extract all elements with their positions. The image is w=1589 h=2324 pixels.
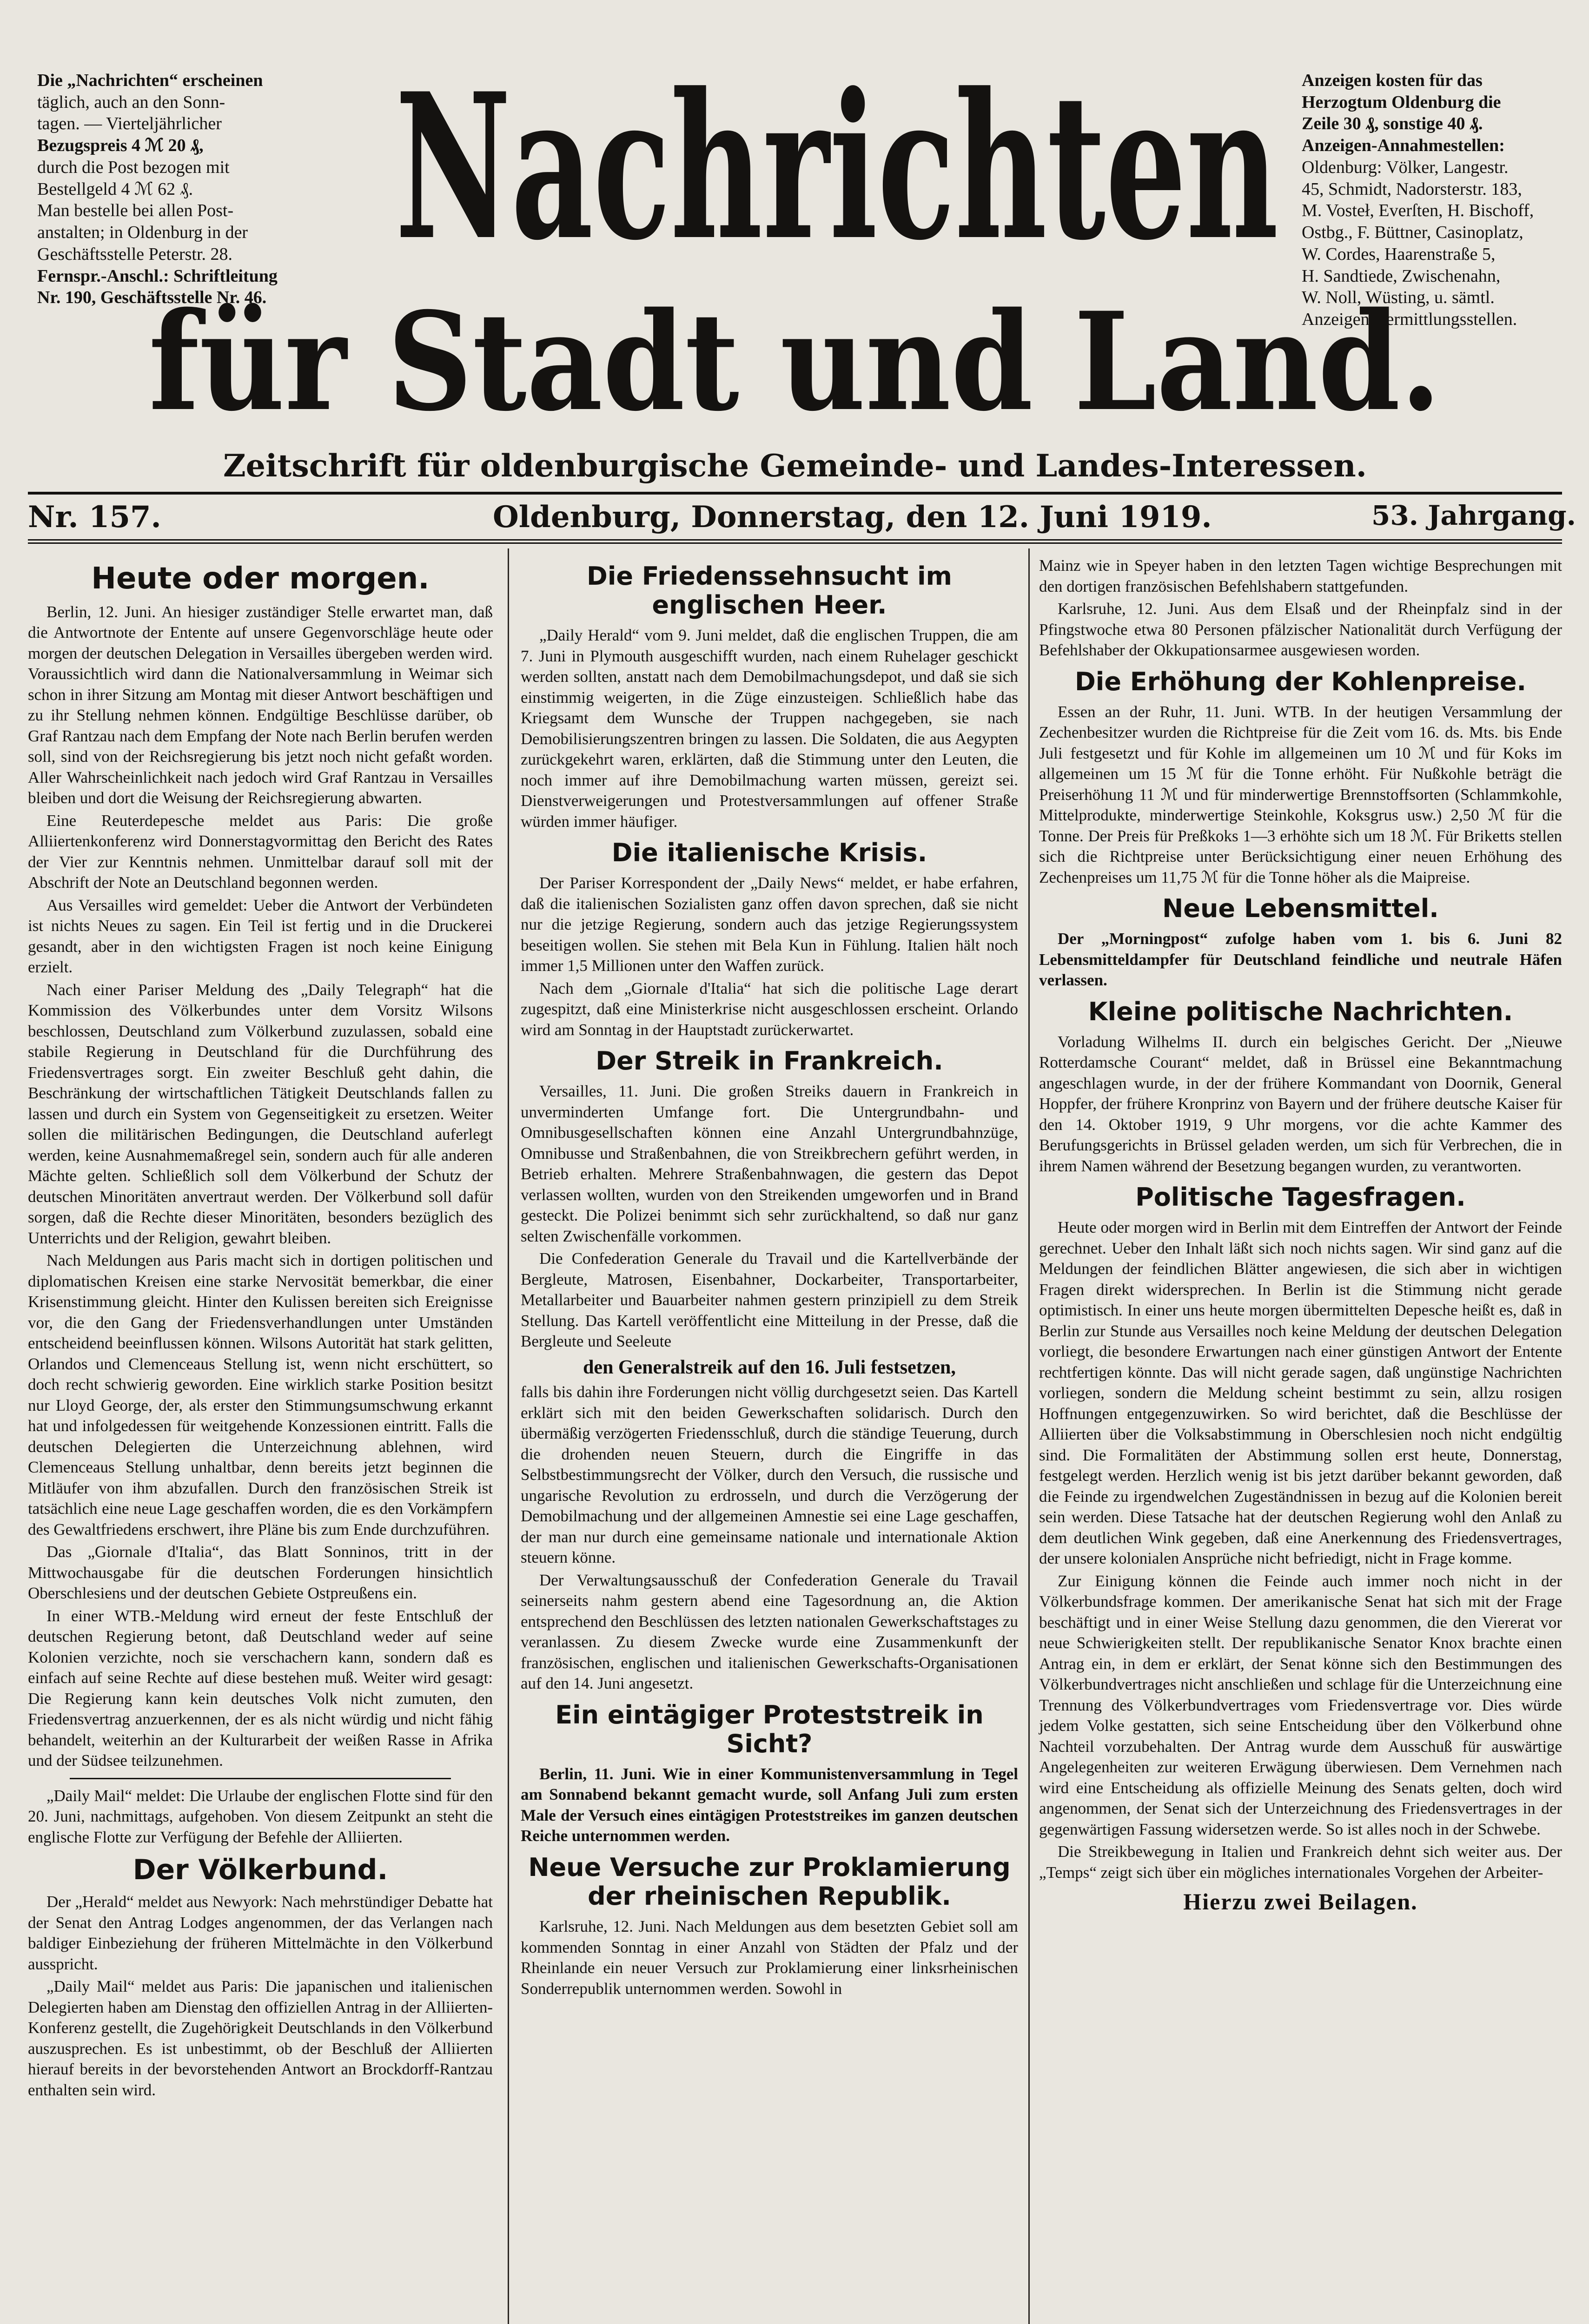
masthead-rule <box>28 492 1562 495</box>
corner-right-line: Zeile 30 ₰, sonstige 40 ₰. <box>1302 114 1483 134</box>
masthead-subtitle-text: Zeitschrift für oldenburgische Gemeinde- und Landes-Interessen. <box>223 448 1367 484</box>
article-paragraph: Berlin, 12. Juni. An hiesiger zuständiger Stelle erwartet man, daß die Antwortnote der Entente auf unsere Gegenvorschläge heute oder morgen der deutschen Delegation in Versailles übergeben werden wird. Voraussichtlich wird dann die Nationalversammlung in Weimar sich schon in ihrer Sitzung am Montag mit dieser Antwort beschäftigen und zu ihr Stellung nehmen können. Endgültige Beschlüsse darüber, ob Graf Rantzau nach dem Empfang der Note nach Berlin berufen werden soll, sind von der Reichsregierung bis jetzt noch nicht gefaßt worden. Aller Wahrscheinlichkeit nach jedoch wird Graf Rantzau in Versailles bleiben und dort die Weisung der Reichsregierung abwarten. <box>28 602 493 807</box>
article-paragraph: falls bis dahin ihre Forderungen nicht völlig durchgesetzt seien. Das Kartell erklärt sich mit den beiden Gewerkschaften solidarisch. Durch den übermäßig verzögerten Friedensschluß, durch die ständige Teuerung, durch die drohenden neuen Steuern, durch die Eingriffe in das Selbstbestimmungsrecht der Völker, durch den Versuch, die russische und ungarische Revolution zu erdrosseln, und durch die Verzögerung der Demobilmachung und der allgemeinen Amnestie sei eine Lage geschaffen, der man nur durch eine gemeinsame nationale und internationale Aktion steuern könne. <box>521 1383 1018 1567</box>
article-paragraph: Eine Reuterdepesche meldet aus Paris: Die große Alliiertenkonferenz wird Donnerstagvormittag den Bericht des Rates der Vier zur Kenntnis nehmen. Unmittelbar darauf soll mit der Abschrift der Note an Deutschland begonnen werden. <box>28 811 493 892</box>
article-paragraph: Der Pariser Korrespondent der „Daily News“ meldet, er habe erfahren, daß die italienischen Sozialisten ganz offen davon sprechen, daß sie nicht nur die jetzige Regierung, sondern auch das jetzige Regierungssystem beseitigen wollen. Sie stehen mit Bela Kun in Fühlung. Italien hält noch immer 1,5 Millionen unter den Waffen zurück. <box>521 874 1018 975</box>
article-paragraph: Versailles, 11. Juni. Die großen Streiks dauern in Frankreich in unverminderten Umfange fort. Die Untergrundbahn- und Omnibusgesellschaften können eine Anzahl Untergrundbahnzüge, Omnibusse und Straßenbahnen, die von Streikbrechern geführt werden, in Betrieb erhalten. Mehrere Straßenbahnwagen, die gestern das Depot verlassen wollten, wurden von den Streikenden umgeworfen und in Brand gesteckt. Die Polizei benimmt sich sehr zurückhaltend, so daß nur ganz selten Zwischenfälle vorkommen. <box>521 1082 1018 1245</box>
advertising-info <box>1302 70 1567 330</box>
corner-right-line: M. Vosteł, Everſten, H. Bischoff, <box>1302 201 1534 221</box>
dateline-rule <box>28 539 1562 541</box>
dateline-rule-double <box>28 542 1562 544</box>
corner-left-line: Man bestelle bei allen Post- <box>37 201 234 221</box>
article-paragraph: Der „Morningpost“ zufolge haben vom 1. bis 6. Juni 82 Lebensmitteldampfer für Deutschland feindliche und neutrale Häfen verlassen. <box>1039 930 1562 990</box>
corner-right-line: W. Cordes, Haarenstraße 5, <box>1302 244 1496 264</box>
corner-right-line: W. Noll, Wüsting, u. sämtl. <box>1302 288 1495 308</box>
article-paragraph: Karlsruhe, 12. Juni. Aus dem Elsaß und der Rheinpfalz sind in der Pfingstwoche etwa 80 Personen pfälzischer Nationalität durch Verfügung der Befehlshaber der Okkupationsarmee ausgewiesen worden. <box>1039 600 1562 659</box>
article-paragraph: Der Verwaltungsausschuß der Confederation Generale du Travail seinerseits nahm gestern abend eine Tagesordnung an, die Aktion entsprechend den Beschlüssen des letzten nationalen Gewerkschaftstages zu veranlassen. Zu diesem Zwecke wurde eine Zusammenkunft der französischen, englischen und italienischen Gewerkschafts-Organisationen auf den 14. Juni angesetzt. <box>521 1571 1018 1693</box>
volume-year: 53. Jahrgang. <box>1371 500 1576 531</box>
article-headline: Neue Lebensmittel. <box>1162 894 1439 924</box>
article-paragraph: Nach dem „Giornale d'Italia“ hat sich die politische Lage derart zugespitzt, daß eine Ministerkrise nicht ausgeschlossen erscheint. Orlando wird am Sonntag in der Hauptstadt zurückerwartet. <box>521 979 1018 1039</box>
article-paragraph: „Daily Herald“ vom 9. Juni meldet, daß die englischen Truppen, die am 7. Juni in Plymouth ausgeschifft wurden, nach einem Ruhelager geschickt werden sollten, anstatt nach dem Demobilmachungsdepot, und daß sie sich einstimmig weigerten, in die Züge einzusteigen. Schließlich habe das Kriegsamt dem Wunsche der Truppen nachgegeben, sie nach Demobilisierungszentren bringen zu lassen. Die Soldaten, die aus Aegypten zurückgekehrt waren, erklärten, daß die Stimmung unter den Leuten, die noch immer auf ihre Demobilmachung warten müssen, gereizt sei. Dienstverweigerungen und Protestversammlungen auf offener Straße würden immer häufiger. <box>521 626 1018 831</box>
corner-left-line: Bestellgeld 4 ℳ 62 ₰. <box>37 179 193 199</box>
corner-left-line: Die „Nachrichten“ erscheinen <box>37 71 263 90</box>
corner-left-line: tagen. — Vierteljährlicher <box>37 114 222 134</box>
article-paragraph: Das „Giornale d'Italia“, das Blatt Sonninos, tritt in der Mittwochausgabe für die deutschen Forderungen hinsichtlich Oberschlesiens und der deutschen Gebiete Ostpreußens ein. <box>28 1543 493 1603</box>
column-1 <box>28 555 493 2102</box>
corner-left-line: Geschäftsstelle Peterstr. 28. <box>37 244 233 264</box>
corner-right-line: 45, Schmidt, Nadorsterstr. 183, <box>1302 179 1522 199</box>
issue-number: Nr. 157. <box>28 500 161 535</box>
article-headline: Der Streik in Frankreich. <box>596 1046 943 1076</box>
article-paragraph: Karlsruhe, 12. Juni. Nach Meldungen aus dem besetzten Gebiet soll am kommenden Sonntag in einer Anzahl von Städten der Pfalz und der Rheinlande ein neuer Versuch zur Proklamierung einer linksrheinischen Sonderrepublik unternommen werden. Sowohl in <box>521 1917 1018 1998</box>
article-paragraph: Heute oder morgen wird in Berlin mit dem Eintreffen der Antwort der Feinde gerechnet. Ueber den Inhalt läßt sich noch nichts sagen. Wir sind ganz auf die Meldungen der feindlichen Blätter angewiesen, die sich aber in wichtigen Fragen direkt widersprechen. In Berlin ist die Stimmung nicht gerade optimistisch. In einer uns heute morgen übermittelten Depesche heißt es, daß in Berlin zur Stunde aus Versailles noch keine Meldung der deutschen Delegation vorliegt, die besondere Erwartungen nach einer günstigen Antwort der Entente rechtfertigen könnte. Das will nicht gerade sagen, daß ungünstige Nachrichten vorliegen, sondern die Meldung scheint bestimmt zu sein, allzu rosigen Hoffnungen entgegenzuwirken. So wird berichtet, daß die Beschlüsse der Alliierten über die Volksabstimmung in Oberschlesien noch nicht endgültig sind. Die Formalitäten der Abstimmung sollen erst heute, Donnerstag, festgelegt werden. Herzlich wenig ist bis jetzt darüber bekannt geworden, daß die Feinde zu irgendwelchen Zugeständnissen in bezug auf die Kolonien bereit sein werden. Diese Tatsache hat der deutschen Regierung wohl den Anlaß zu dem deutlichen Wink gegeben, daß eine Anerkennung des Friedensvertrages, der unsere kolonialen Ansprüche nicht befriedigt, nicht in Frage komme. <box>1039 1218 1562 1568</box>
column-2 <box>521 555 1018 2001</box>
corner-right-line: Anzeigen-Vermittlungsstellen. <box>1302 310 1517 330</box>
column-3 <box>1039 555 1562 1915</box>
corner-right-line: Oldenburg: Völker, Langestr. <box>1302 157 1509 177</box>
article-paragraph: „Daily Mail“ meldet: Die Urlaube der englischen Flotte sind für den 20. Juni, nachmittags, aufgehoben. Von diesem Zeitpunkt an steht die englische Flotte zur Verfügung der Befehle der Alliierten. <box>28 1786 493 1846</box>
article-paragraph: Mainz wie in Speyer haben in den letzten Tagen wichtige Besprechungen mit den dortigen französischen Befehlshabern stattgefunden. <box>1039 556 1562 595</box>
article-paragraph: Essen an der Ruhr, 11. Juni. WTB. In der heutigen Versammlung der Zechenbesitzer wurden die Richtpreise für die Zeit vom 16. ds. Mts. bis Ende Juli festgesetzt und für Kohle im allgemeinen um 10 ℳ und für Koks im allgemeinen um 15 ℳ für die Tonne erhöht. Für Nußkohle beträgt die Preiserhöhung 11 ℳ und für minderwertige Brennstoffsorten (Schlammkohle, Mittelprodukte, minderwertige Steinkohle, Koksgrus usw.) 2,50 ℳ für die Tonne. Der Preis für Preßkoks 1—3 erhöhte sich um 18 ℳ. Für Briketts stellen sich die Richtpreise unter Berücksichtigung einer neuen Erhöhung des Zechenpreises um 11,75 ℳ für die Tonne höher als die Maipreise. <box>1039 702 1562 886</box>
corner-left-line: täglich, auch an den Sonn- <box>37 92 225 112</box>
article-headline: Der Völkerbund. <box>132 1854 388 1887</box>
article-headline: Die italienische Krisis. <box>611 838 927 868</box>
article-headline: Die Erhöhung der Kohlenpreise. <box>1074 667 1527 696</box>
column-divider <box>1028 548 1030 2324</box>
corner-left-line: Bezugspreis 4 ℳ 20 ₰, <box>37 136 204 156</box>
corner-left-line: Nr. 190, Geschäftsstelle Nr. 46. <box>37 288 267 308</box>
corner-right-line: H. Sandtiede, Zwischenahn, <box>1302 266 1501 286</box>
masthead-subtitle <box>218 444 1371 486</box>
article-emphasis: den Generalstreik auf den 16. Juli festsetzen, <box>583 1356 956 1378</box>
subscription-info <box>37 70 288 309</box>
article-paragraph: „Daily Mail“ meldet aus Paris: Die japanischen und italienischen Delegierten haben am Dienstag den offiziellen Antrag in der Alliierten-Konferenz gestellt, die Zugehörigkeit Deutschlands in den Völkerbund auszusprechen. Es ist unbestimmt, ob der Beschluß der Alliierten hierauf bereits in der bevorstehenden Antwort an Brockdorff-Rantzau enthalten sein wird. <box>28 1977 493 2099</box>
article-headline: Politische Tagesfragen. <box>1135 1182 1466 1212</box>
article-paragraph: Nach einer Pariser Meldung des „Daily Telegraph“ hat die Kommission des Völkerbundes unter dem Vorsitz Wilsons beschlossen, Deutschland zum Völkerbund zuzulassen, sobald eine stabile Regierung in Deutschland für die Durchführung des Friedensvertrages sorgt. Ein zweiter Beschluß geht dahin, die Beschränkung der wirtschaftlichen Tätigkeit Deutschlands fallen zu lassen und durch ein System von Gegenseitigkeit zu ersetzen. Weiter sollen die militärischen Bedingungen, die Deutschland auferlegt werden, keine Ausnahmemaßregel sein, sondern auch für alle anderen Mächte gelten. Schließlich soll dem Völkerbund der Schutz der deutschen Minoritäten anvertraut werden. Der Völkerbund soll dafür sorgen, daß die Rechte dieser Minoritäten, besonders bezüglich des Unterrichts und der Religion, gewahrt bleiben. <box>28 980 493 1247</box>
column-divider <box>508 548 509 2324</box>
place-date: Oldenburg, Donnerstag, den 12. Juni 1919. <box>493 500 1212 535</box>
corner-right-line: Herzogtum Oldenburg die <box>1302 92 1501 112</box>
corner-left-line: Fernspr.-Anschl.: Schriftleitung <box>37 266 278 286</box>
article-paragraph: Vorladung Wilhelms II. durch ein belgisches Gericht. Der „Nieuwe Rotterdamsche Courant“ meldet, daß in Brüssel eine Bekanntmachung angeschlagen wurde, in der der frühere Kommandant von Doornik, General Hoppfer, der frühere Kronprinz von Bayern und der frühere deutsche Kaiser für den 14. Oktober 1919, 9 Uhr morgens, vor die achte Kammer des Berufungsgerichts in Brüssel geladen werden, um sich für Verbrechen, die in ihrem Namen während der Besetzung begangen wurden, zu verantworten. <box>1039 1032 1562 1175</box>
supplement-note: Hierzu zwei Beilagen. <box>1183 1888 1418 1915</box>
corner-left-line: anstalten; in Oldenburg in der <box>37 223 248 243</box>
article-separator <box>70 1778 451 1779</box>
corner-right-line: Ostbg., F. Büttner, Casinoplatz, <box>1302 223 1523 243</box>
article-paragraph: In einer WTB.-Meldung wird erneut der feste Entschluß der deutschen Regierung betont, daß Deutschland weder auf seine Kolonien verzichte, noch sie verschachern kann, sondern daß es einfach auf seine Rechte auf diese bestehen muß. Weiter wird gesagt: Die Regierung kann kein deutsches Volk nicht zumuten, den Friedensvertrag anzuerkennen, der es als nicht würdig und nicht fähig behandelt, weiterhin an der Kulturarbeit der weißen Rasse in Afrika und der Südsee teilzunehmen. <box>28 1606 493 1770</box>
corner-right-line: Anzeigen kosten für das <box>1302 71 1483 90</box>
masthead-title-line2 <box>139 284 1450 437</box>
corner-left-line: durch die Post bezogen mit <box>37 157 230 177</box>
article-paragraph: Die Streikbewegung in Italien und Frankreich dehnt sich weiter aus. Der „Temps“ zeigt sich über ein mögliches internationales Vorgehen der Arbeiter- <box>1039 1842 1562 1882</box>
article-paragraph: Nach Meldungen aus Paris macht sich in dortigen politischen und diplomatischen Kreisen eine starke Nervosität bemerkbar, die einer Krisenstimmung gleicht. Hinter den Kulissen bereiten sich Ereignisse vor, die den Gang der Friedensverhandlungen unter Umständen entscheidend beeinflussen können. Wilsons Autorität hat stark gelitten, Orlandos und Clemenceaus Stellung ist, wenn nicht erschüttert, so doch recht schwierig geworden. Eine wirklich starke Position besitzt nur Lloyd George, der, als erster den Stimmungsumschwung erkannt hat und infolgedessen für weitgehende Konzessionen eintritt. Falls die deutschen Delegierten die Unterzeichnung ablehnen, wird Clemenceaus Stellung unhaltbar, denn bereits jetzt beginnen die Mitläufer von ihm abzufallen. Durch den französischen Streik ist tatsächlich eine neue Lage geschaffen worden, die es den Vorkämpfern des Gewaltfriedens erschwert, ihre Pläne bis zum Ende durchzuführen. <box>28 1251 493 1538</box>
article-paragraph: Aus Versailles wird gemeldet: Ueber die Antwort der Verbündeten ist nichts Neues zu sagen. Ein Teil ist fertig und in die Druckerei gesandt, aber in den wichtigsten Fragen ist noch keine Einigung erzielt. <box>28 896 493 977</box>
article-paragraph: Die Confederation Generale du Travail und die Kartellverbände der Bergleute, Matrosen, Eisenbahner, Dockarbeiter, Transportarbeiter, Metallarbeiter und Bauarbeiter nahmen gestern prinzipiell zu dem Streik Stellung. Das Kartell veröffentlicht eine Mitteilung in der Presse, daß die Bergleute und Seeleute <box>521 1249 1018 1351</box>
article-paragraph: Zur Einigung können die Feinde auch immer noch nicht in der Völkerbundsfrage kommen. Der amerikanische Senat hat sich mit der Frage beschäftigt und in einer Weise Stellung dazu genommen, die den Viererat vor neue Schwierigkeiten stellt. Der republikanische Senator Knox brachte einen Antrag ein, in dem er erklärt, der Senat könne sich den Bestimmungen des Völkerbundvertrages nicht anschließen und schlage für die Unterzeichnung eine Trennung des Völkerbundvertrages vom Friedensvertrage vor. Dies würde jedem Volke gestatten, sich seine Entscheidung über den Völkerbund ohne Nachteil vorzubehalten. Der Antrag wurde dem Ausschuß für auswärtige Angelegenheiten zur weiteren Erwägung überwiesen. Dem Vernehmen nach wird eine Entscheidung als offizielle Meinung des Senats gelten, doch wird angenommen, der Senat sich der Unterzeichnung des Friedensvertrages in der gegenwärtigen Fassung widersetzen werde. So ist alles noch in der Schwebe. <box>1039 1571 1562 1838</box>
article-headline: Kleine politische Nachrichten. <box>1088 997 1513 1026</box>
article-paragraph: Berlin, 11. Juni. Wie in einer Kommunistenversammlung in Tegel am Sonnabend bekannt gemacht wurde, soll Anfang Juli zum ersten Male der Versuch eines eintägigen Proteststreikes im ganzen deutschen Reiche unternommen werden. <box>521 1764 1018 1845</box>
article-headline: Neue Versuche zur Proklamierung der rheinischen Republik. <box>528 1852 1011 1911</box>
masthead-title-text: Nachrichten <box>395 51 1278 274</box>
article-headline: Heute oder morgen. <box>91 561 430 596</box>
masthead-title-line1 <box>381 51 1292 274</box>
corner-right-line: Anzeigen-Annahmestellen: <box>1302 136 1505 156</box>
article-paragraph: Der „Herald“ meldet aus Newyork: Nach mehrstündiger Debatte hat der Senat den Antrag Lodges angenommen, der das Verlangen nach baldiger Einbeziehung der früheren Mittelmächte in den Völkerbund ausspricht. <box>28 1893 493 1973</box>
article-headline: Die Friedenssehnsucht im englischen Heer. <box>587 561 952 620</box>
masthead-title-text: für Stadt und Land. <box>149 284 1441 437</box>
article-headline: Ein eintägiger Proteststreik in Sicht? <box>555 1700 984 1758</box>
